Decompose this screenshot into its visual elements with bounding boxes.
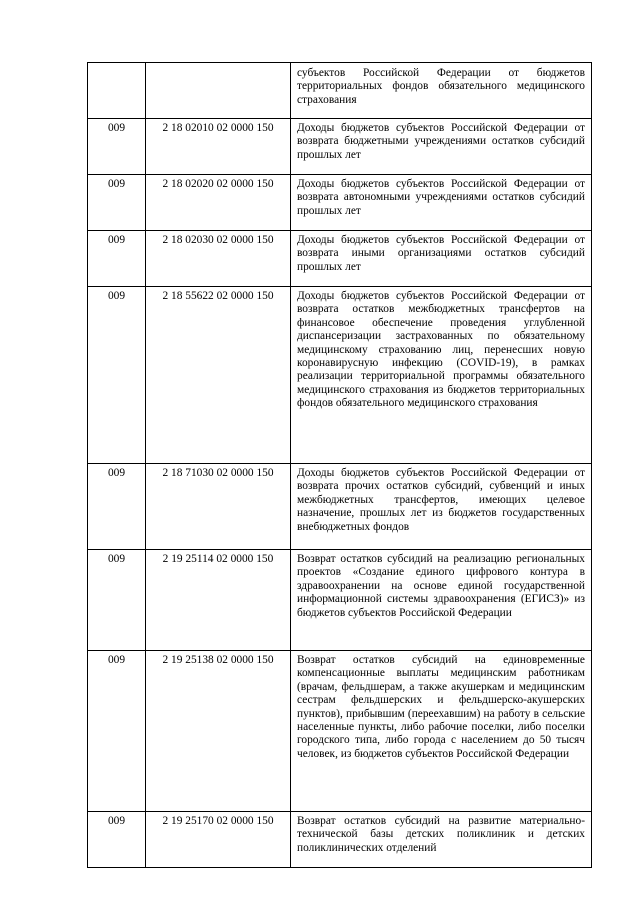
budget-code-cell: 2 18 55622 02 0000 150 [146, 287, 291, 464]
income-name-cell: Доходы бюджетов субъектов Российской Федерации от возврата прочих остатков субсидий, субвенций и иных межбюджетных трансфертов, имеющих целевое назначение, прошлых лет из бюджетов государственных внебюджетных фондов [291, 464, 592, 550]
income-name-cell: субъектов Российской Федерации от бюджетов территориальных фондов обязательного медицинского страхования [291, 63, 592, 119]
income-name-cell: Возврат остатков субсидий на единовременные компенсационные выплаты медицинским работникам (врачам, фельдшерам, а также акушеркам и медицинским сестрам фельдшерских и фельдшерско-акушерских пунктов), прибывшим (переехавшим) на работу в сельские населенные пункты, либо рабочие поселки, либо поселки городского типа, либо города с населением до 50 тысяч человек, из бюджетов субъектов Российской Федерации [291, 651, 592, 812]
income-name-cell: Возврат остатков субсидий на реализацию региональных проектов «Создание единого цифрового контура в здравоохранении на основе единой государственной информационной системы здравоохранения (ЕГИСЗ)» из бюджетов субъектов Российской Федерации [291, 550, 592, 651]
admin-code-cell: 009 [88, 651, 146, 812]
table-row [88, 63, 592, 119]
table-row [88, 651, 592, 812]
table-row [88, 119, 592, 175]
table-row [88, 464, 592, 550]
income-name-cell: Возврат остатков субсидий на развитие материально-технической базы детских поликлиник и детских поликлинических отделений [291, 812, 592, 868]
admin-code-cell [88, 63, 146, 119]
table-row [88, 231, 592, 287]
admin-code-cell: 009 [88, 550, 146, 651]
budget-code-cell [146, 63, 291, 119]
admin-code-cell: 009 [88, 812, 146, 868]
budget-code-cell: 2 18 02010 02 0000 150 [146, 119, 291, 175]
budget-codes-table [87, 62, 592, 868]
table-row [88, 175, 592, 231]
income-name-cell: Доходы бюджетов субъектов Российской Федерации от возврата автономными учреждениями остатков субсидий прошлых лет [291, 175, 592, 231]
admin-code-cell: 009 [88, 119, 146, 175]
budget-code-cell: 2 18 02030 02 0000 150 [146, 231, 291, 287]
income-name-cell: Доходы бюджетов субъектов Российской Федерации от возврата бюджетными учреждениями остатков субсидий прошлых лет [291, 119, 592, 175]
budget-code-cell: 2 18 02020 02 0000 150 [146, 175, 291, 231]
admin-code-cell: 009 [88, 464, 146, 550]
income-name-cell: Доходы бюджетов субъектов Российской Федерации от возврата иными организациями остатков субсидий прошлых лет [291, 231, 592, 287]
admin-code-cell: 009 [88, 175, 146, 231]
table-row [88, 812, 592, 868]
admin-code-cell: 009 [88, 287, 146, 464]
admin-code-cell: 009 [88, 231, 146, 287]
table-row [88, 550, 592, 651]
budget-code-cell: 2 19 25138 02 0000 150 [146, 651, 291, 812]
budget-code-cell: 2 18 71030 02 0000 150 [146, 464, 291, 550]
budget-code-cell: 2 19 25114 02 0000 150 [146, 550, 291, 651]
budget-code-cell: 2 19 25170 02 0000 150 [146, 812, 291, 868]
income-name-cell: Доходы бюджетов субъектов Российской Федерации от возврата остатков межбюджетных трансфертов на финансовое обеспечение проведения углубленной диспансеризации застрахованных по обязательному медицинскому страхованию лиц, перенесших новую коронавирусную инфекцию (COVID-19), в рамках реализации территориальной программы обязательного медицинского страхования из бюджетов территориальных фондов обязательного медицинского страхования [291, 287, 592, 464]
table-row [88, 287, 592, 464]
